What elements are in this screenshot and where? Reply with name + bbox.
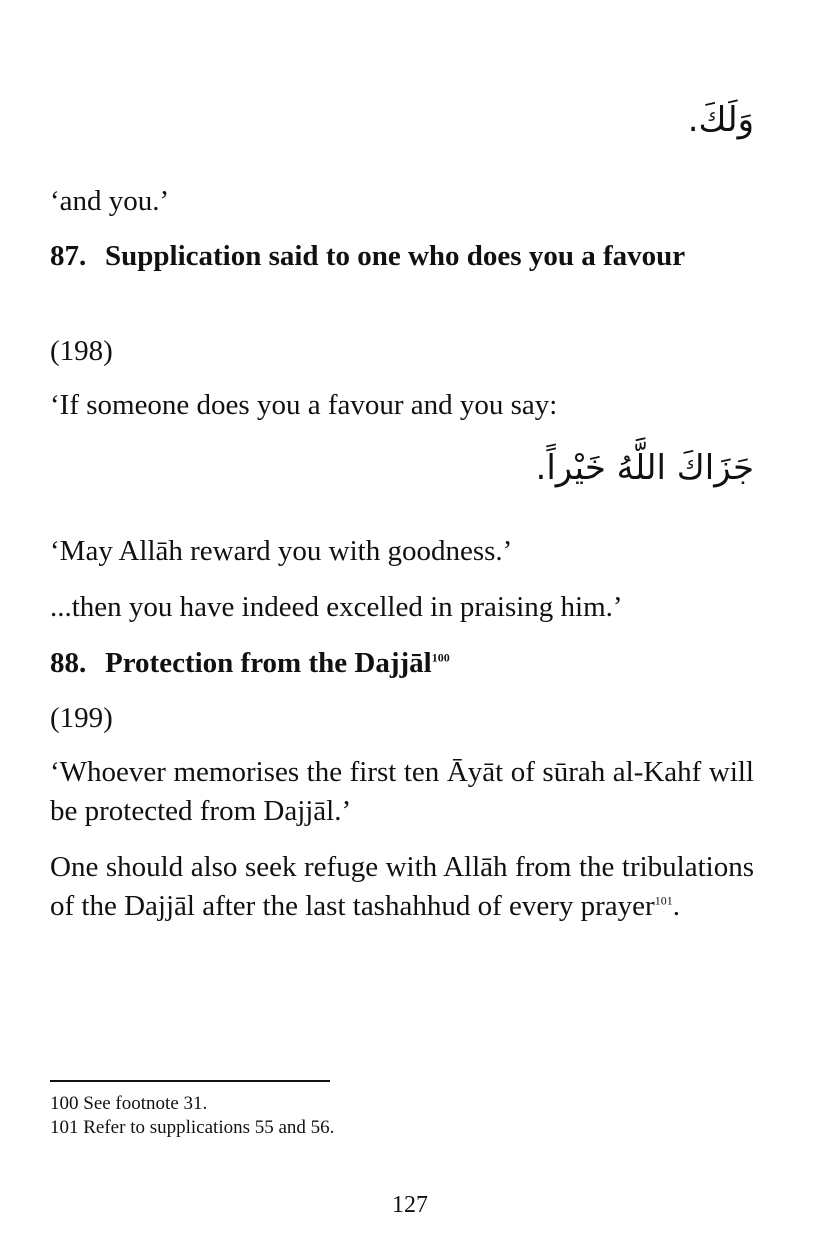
section-heading-87 <box>50 237 754 276</box>
arabic-text-jazakallah: جَزَاكَ اللَّهُ خَيْراً. <box>535 448 754 488</box>
paragraph-end: . <box>672 890 680 922</box>
paragraph-one-should <box>50 848 754 926</box>
section-number: 88. <box>50 647 87 679</box>
section-number: 87. <box>50 240 87 272</box>
footnote-marker-100: 100 <box>431 650 450 665</box>
section-title: Supplication said to one who does you a favour <box>105 240 686 272</box>
translation-and-you: ‘and you.’ <box>50 185 170 217</box>
paragraph-whoever: ‘Whoever memorises the first ten Āyāt of sūrah al-Kahf will be protected from Dajjāl.’ <box>50 756 754 827</box>
footnote-101: 101 Refer to supplications 55 and 56. <box>50 1117 335 1138</box>
footnote-marker-101: 101 <box>654 893 673 908</box>
paragraph-text: One should also seek refuge with Allāh from the tribulations of the Dajjāl after the last tashahhud of every prayer <box>50 851 754 922</box>
hadith-reference-199: (199) <box>50 702 113 734</box>
hadith-reference-198: (198) <box>50 335 113 367</box>
section-heading-88 <box>50 644 754 683</box>
footnote-divider <box>50 1080 330 1082</box>
section-title: Protection from the Dajjāl <box>105 647 432 679</box>
page-number: 127 <box>392 1192 428 1218</box>
paragraph-then: ...then you have indeed excelled in praising him.’ <box>50 591 623 623</box>
footnote-100: 100 See footnote 31. <box>50 1093 208 1114</box>
translation-may-allah: ‘May Allāh reward you with goodness.’ <box>50 535 513 567</box>
paragraph-if-someone: ‘If someone does you a favour and you say: <box>50 389 558 421</box>
arabic-text-wa-laka: وَلَكَ. <box>687 100 754 140</box>
